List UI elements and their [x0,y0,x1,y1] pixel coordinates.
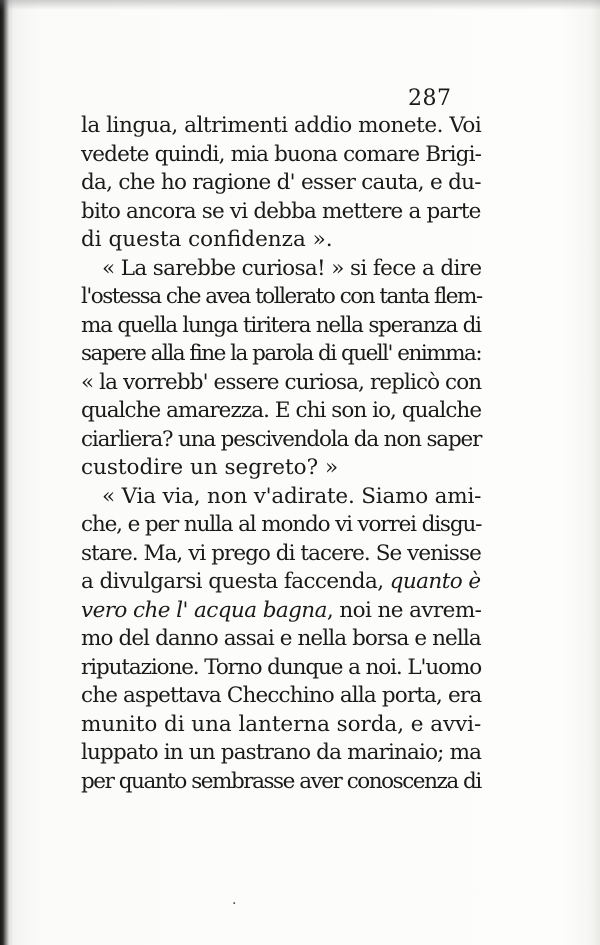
text-line-22: munito di una lanterna sorda, e avvi- [81,712,482,737]
text-line-13: custodire un segreto? » [81,455,339,480]
text-line-23: luppato in un pastrano da marinaio; ma [81,740,482,765]
text-line-6: « La sarebbe curiosa! » si fece a dire [102,256,482,281]
text-line-5: di questa confidenza ». [81,227,333,252]
text-line-17-roman: a divulgarsi questa faccenda, [81,569,390,594]
text-line-24: per quanto sembrasse aver conoscenza di [81,769,481,794]
text-line-18 [81,598,481,624]
text-line-4: bito ancora se vi debba mettere a parte [81,199,481,224]
text-line-7: l'ostessa che avea tollerato con tanta flem- [81,284,482,309]
text-line-3: da, che ho ragione d' esser cauta, e du- [81,170,481,195]
spine-shadow [0,0,9,945]
text-line-17-italic: quanto è [389,569,481,594]
text-line-18-roman: , noi ne avrem- [326,598,482,623]
text-line-14: « Via via, non v'adirate. Siamo ami- [102,484,482,509]
text-line-16: stare. Ma, vi prego di tacere. Se venisse [81,541,481,566]
text-line-21: che aspettava Checchino alla porta, era [81,683,482,708]
text-line-12: ciarliera? una pescivendola da non saper [81,427,482,452]
text-line-8: ma quella lunga tiritera nella speranza di [81,313,481,338]
text-line-1: la lingua, altrimenti addio monete. Voi [81,113,482,138]
top-edge-shadow [0,0,600,10]
page-number: 287 [408,86,452,111]
ink-speck: · [232,896,237,912]
text-line-20: riputazione. Torno dunque a noi. L'uomo [81,655,482,680]
text-line-9: sapere alla fine la parola di quell' enimma: [81,341,482,366]
text-line-17 [81,569,481,595]
text-line-19: mo del danno assai e nella borsa e nella [81,626,481,651]
text-line-15: che, e per nulla al mondo vi vorrei disgu- [81,512,482,537]
text-line-2: vedete quindi, mia buona comare Brigi- [81,142,482,167]
text-line-10: « la vorrebb' essere curiosa, replicò con [81,370,482,395]
text-line-18-italic: vero che l' acqua bagna [81,598,327,623]
text-line-11: qualche amarezza. E chi son io, qualche [81,398,482,423]
